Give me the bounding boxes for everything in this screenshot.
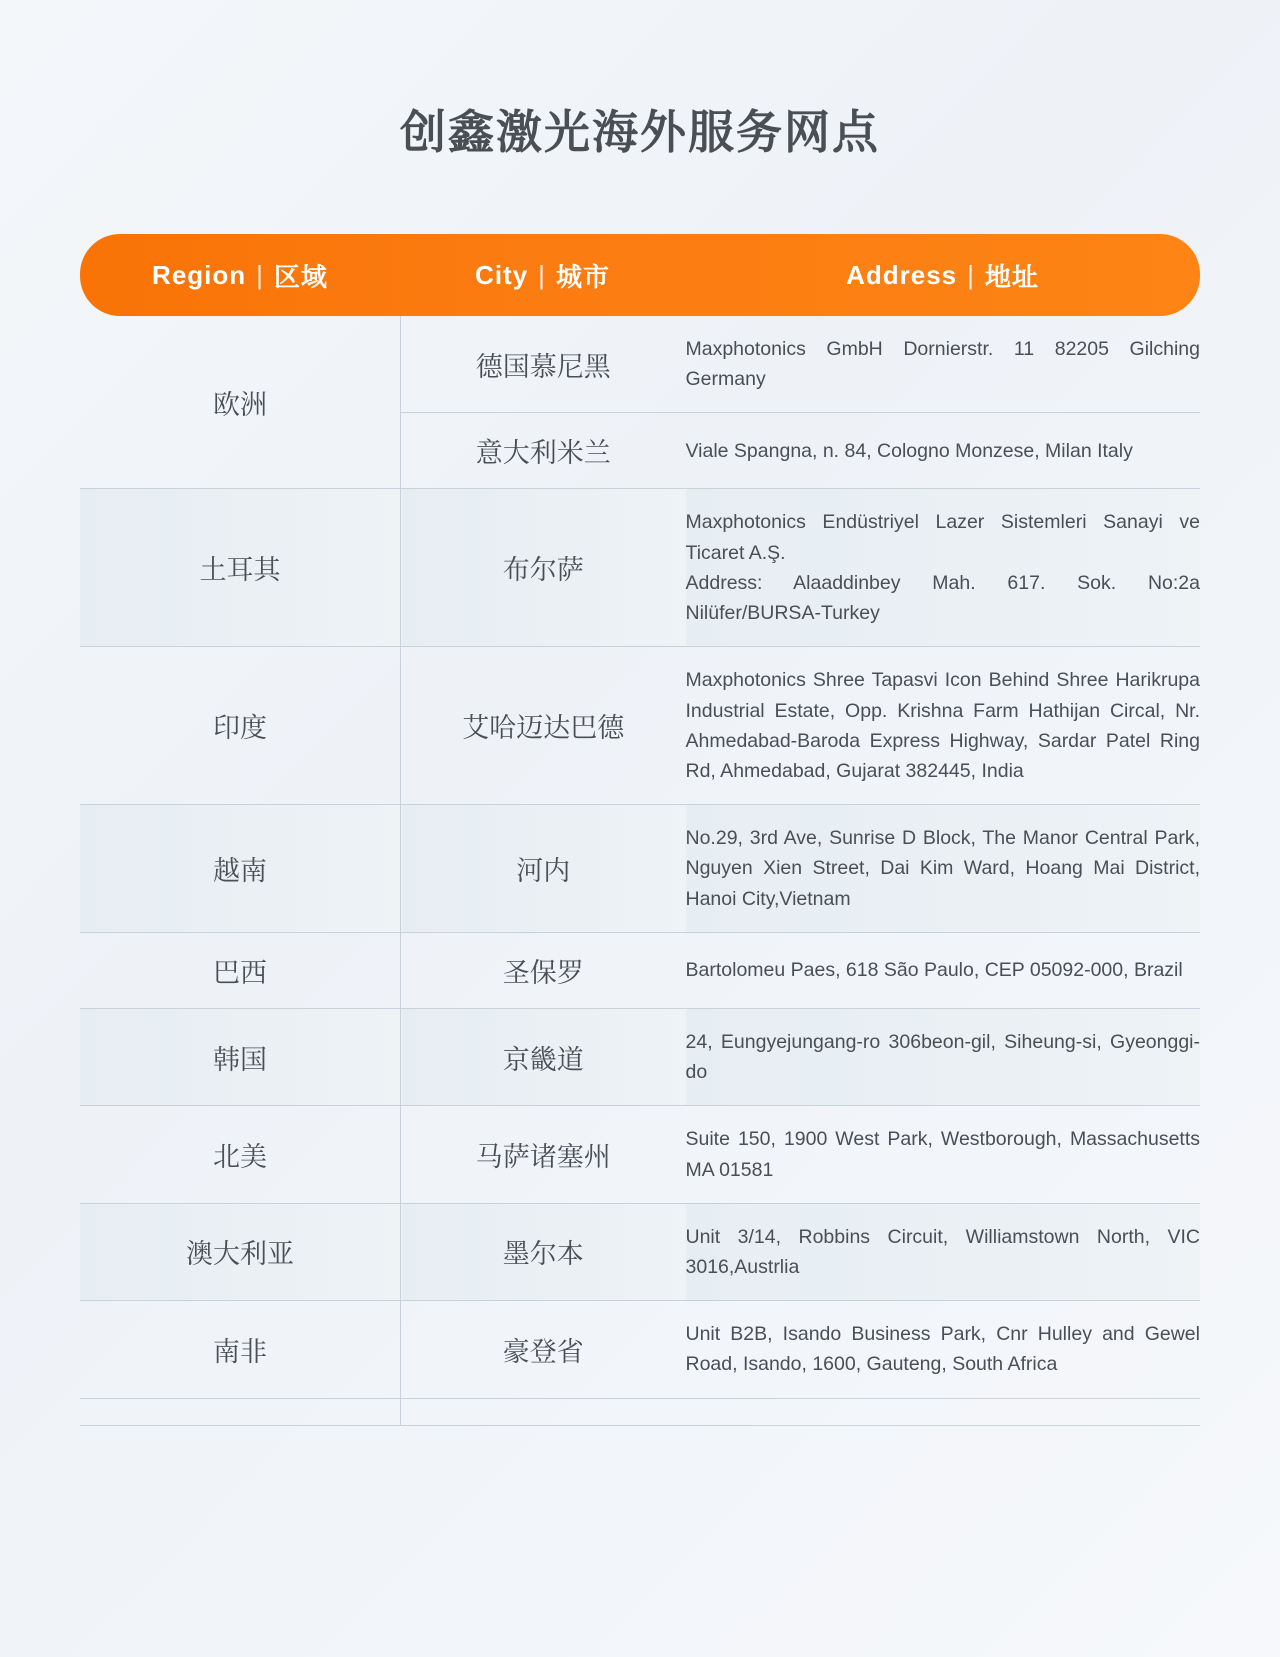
table-row bbox=[80, 1301, 1200, 1398]
cell-city: 河内 bbox=[401, 805, 686, 933]
cell-region: 南非 bbox=[80, 1301, 401, 1398]
cell-address: 24, Eungyejungang-ro 306beon-gil, Siheung-si, Gyeonggi-do bbox=[686, 1008, 1201, 1105]
cell-city: 意大利米兰 bbox=[401, 413, 686, 489]
cell-region: 印度 bbox=[80, 647, 401, 805]
column-header-city-sep: | bbox=[538, 259, 546, 290]
table-row bbox=[80, 647, 1200, 805]
cell-address: Maxphotonics Shree Tapasvi Icon Behind Shree Harikrupa Industrial Estate, Opp. Krishna Farm Hathijan Circal, Nr. Ahmedabad-Baroda Express Highway, Sardar Patel Ring Rd, Ahmedabad, Gujarat 382445, India bbox=[686, 647, 1201, 805]
cell-region: 北美 bbox=[80, 1106, 401, 1203]
column-header-address-en: Address bbox=[846, 259, 958, 290]
cell-city: 京畿道 bbox=[401, 1008, 686, 1105]
cell-city: 马萨诸塞州 bbox=[401, 1106, 686, 1203]
cell-region: 土耳其 bbox=[80, 489, 401, 647]
cell-address: Unit 3/14, Robbins Circuit, Williamstown North, VIC 3016,Austrlia bbox=[686, 1203, 1201, 1300]
column-header-address bbox=[685, 257, 1200, 294]
cell-city: 墨尔本 bbox=[401, 1203, 686, 1300]
column-header-city bbox=[400, 257, 685, 294]
table-row bbox=[80, 1203, 1200, 1300]
cell-address: No.29, 3rd Ave, Sunrise D Block, The Manor Central Park, Nguyen Xien Street, Dai Kim Ward, Hoang Mai District, Hanoi City,Vietnam bbox=[686, 805, 1201, 933]
cell-city: 圣保罗 bbox=[401, 932, 686, 1008]
cell-address: Bartolomeu Paes, 618 São Paulo, CEP 05092-000, Brazil bbox=[686, 932, 1201, 1008]
column-header-city-zh: 城市 bbox=[555, 261, 610, 292]
table-row bbox=[80, 489, 1200, 647]
column-header-region-en: Region bbox=[152, 259, 247, 290]
column-header-region-sep: | bbox=[256, 259, 264, 290]
column-header-address-zh: 地址 bbox=[984, 261, 1039, 292]
table-row bbox=[80, 1106, 1200, 1203]
spacer-cell-city bbox=[401, 1398, 686, 1425]
cell-address: Viale Spangna, n. 84, Cologno Monzese, Milan Italy bbox=[686, 413, 1201, 489]
table-row bbox=[80, 805, 1200, 933]
cell-region: 澳大利亚 bbox=[80, 1203, 401, 1300]
locations-table bbox=[80, 316, 1200, 1426]
cell-address: Maxphotonics Endüstriyel Lazer Sistemleri Sanayi ve Ticaret A.Ş. Address: Alaaddinbey Mah. 617. Sok. No:2a Nilüfer/BURSA-Turkey bbox=[686, 489, 1201, 647]
table-row bbox=[80, 1008, 1200, 1105]
cell-region: 韩国 bbox=[80, 1008, 401, 1105]
table-row bbox=[80, 316, 1200, 413]
cell-city: 艾哈迈达巴德 bbox=[401, 647, 686, 805]
column-header-address-sep: | bbox=[967, 259, 975, 290]
cell-region: 欧洲 bbox=[80, 316, 401, 489]
table-bottom-spacer bbox=[80, 1398, 1200, 1425]
cell-address: Maxphotonics GmbH Dornierstr. 11 82205 Gilching Germany bbox=[686, 316, 1201, 413]
cell-address: Unit B2B, Isando Business Park, Cnr Hulley and Gewel Road, Isando, 1600, Gauteng, South Africa bbox=[686, 1301, 1201, 1398]
cell-region: 巴西 bbox=[80, 932, 401, 1008]
page-title: 创鑫激光海外服务网点 bbox=[400, 106, 880, 158]
spacer-cell-region bbox=[80, 1398, 401, 1425]
cell-region: 越南 bbox=[80, 805, 401, 933]
spacer-cell-address bbox=[686, 1398, 1201, 1425]
cell-city: 德国慕尼黑 bbox=[401, 316, 686, 413]
table-row bbox=[80, 932, 1200, 1008]
locations-table-wrapper bbox=[80, 162, 1200, 1426]
table-header-bar bbox=[80, 234, 1200, 316]
cell-city: 豪登省 bbox=[401, 1301, 686, 1398]
column-header-region-zh: 区域 bbox=[273, 261, 328, 292]
column-header-region bbox=[80, 257, 400, 294]
column-header-city-en: City bbox=[475, 259, 529, 290]
cell-city: 布尔萨 bbox=[401, 489, 686, 647]
cell-address: Suite 150, 1900 West Park, Westborough, Massachusetts MA 01581 bbox=[686, 1106, 1201, 1203]
